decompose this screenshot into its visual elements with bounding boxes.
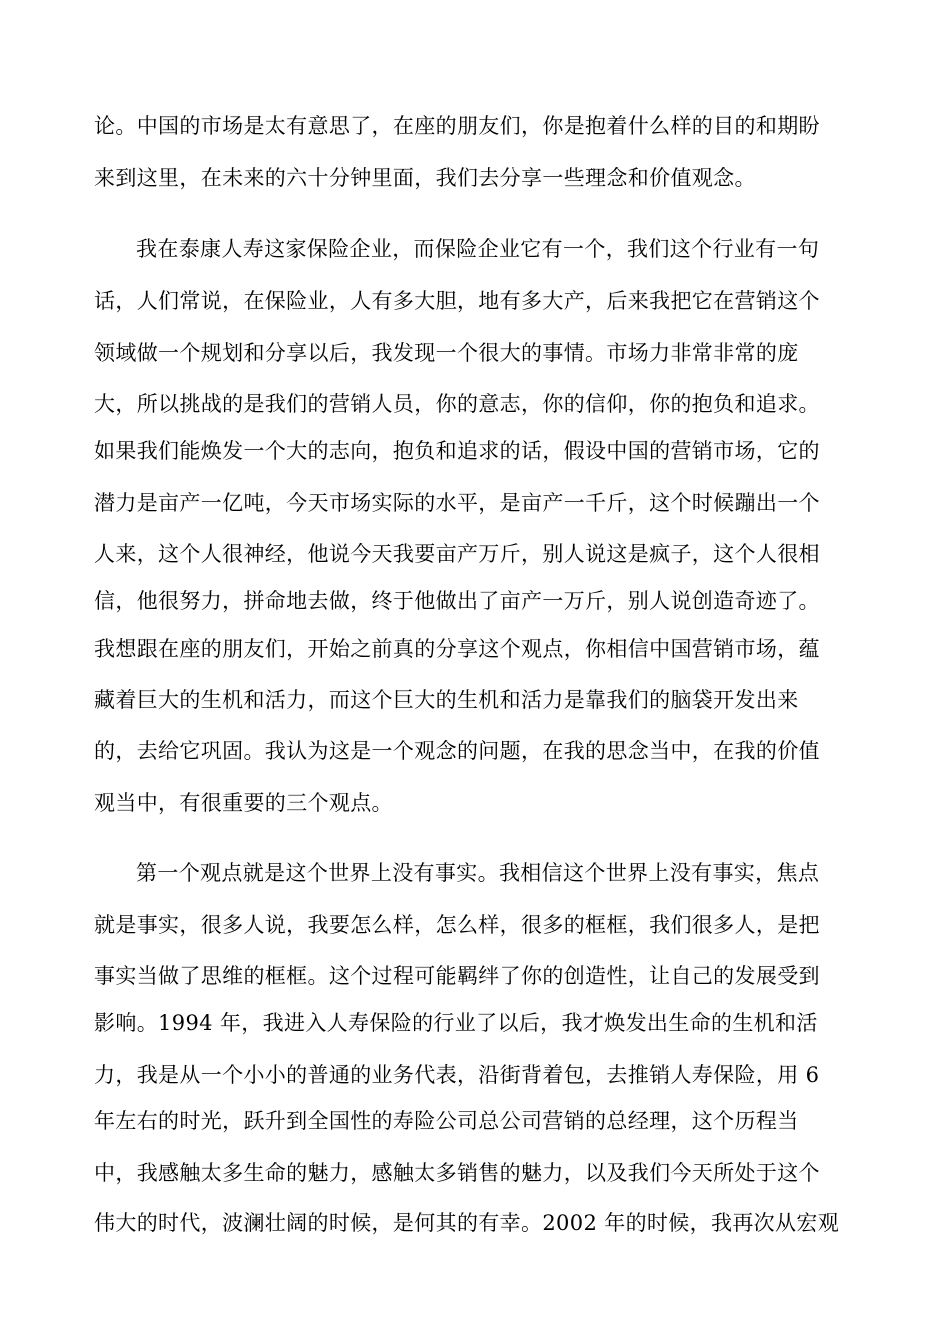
- paragraph-2-line-6: 潜力是亩产一亿吨，今天市场实际的水平，是亩产一千斤，这个时候蹦出一个: [94, 491, 820, 515]
- paragraph-2-line-7: 人来，这个人很神经，他说今天我要亩产万斤，别人说这是疯子，这个人很相: [94, 542, 820, 566]
- paragraph-1-line-1: 论。中国的市场是太有意思了，在座的朋友们，你是抱着什么样的目的和期盼: [94, 114, 820, 138]
- paragraph-3-line-6: 年左右的时光，跃升到全国性的寿险公司总公司营销的总经理，这个历程当: [94, 1109, 799, 1133]
- paragraph-2-line-5: 如果我们能焕发一个大的志向，抱负和追求的话，假设中国的营销市场，它的: [94, 439, 820, 463]
- paragraph-3-line-8: 伟大的时代，波澜壮阔的时候，是何其的有幸。2002 年的时候，我再次从宏观: [94, 1211, 840, 1235]
- paragraph-3-line-2: 就是事实，很多人说，我要怎么样，怎么样，很多的框框，我们很多人，是把: [94, 913, 820, 937]
- paragraph-3-line-1: 第一个观点就是这个世界上没有事实。我相信这个世界上没有事实，焦点: [136, 861, 820, 885]
- paragraph-2-line-9: 我想跟在座的朋友们，开始之前真的分享这个观点，你相信中国营销市场，蕴: [94, 637, 820, 661]
- paragraph-2-line-12: 观当中，有很重要的三个观点。: [94, 791, 393, 815]
- paragraph-2-line-10: 藏着巨大的生机和活力，而这个巨大的生机和活力是靠我们的脑袋开发出来: [94, 688, 799, 712]
- paragraph-2-line-3: 领域做一个规划和分享以后，我发现一个很大的事情。市场力非常非常的庞: [94, 341, 799, 365]
- paragraph-3-line-5: 力，我是从一个小小的普通的业务代表，沿街背着包，去推销人寿保险，用 6: [94, 1063, 820, 1087]
- paragraph-2-line-2: 话，人们常说，在保险业，人有多大胆，地有多大产，后来我把它在营销这个: [94, 289, 820, 313]
- paragraph-2-line-11: 的，去给它巩固。我认为这是一个观念的问题，在我的思念当中，在我的价值: [94, 739, 820, 763]
- paragraph-2-line-4: 大，所以挑战的是我们的营销人员，你的意志，你的信仰，你的抱负和追求。: [94, 392, 820, 416]
- paragraph-2-line-8: 信，他很努力，拼命地去做，终于他做出了亩产一万斤，别人说创造奇迹了。: [94, 589, 820, 613]
- paragraph-3-line-3: 事实当做了思维的框框。这个过程可能羁绊了你的创造性，让自己的发展受到: [94, 964, 820, 988]
- paragraph-3-line-4: 影响。1994 年，我进入人寿保险的行业了以后，我才焕发出生命的生机和活: [94, 1011, 818, 1035]
- paragraph-2-line-1: 我在泰康人寿这家保险企业，而保险企业它有一个，我们这个行业有一句: [136, 237, 820, 261]
- paragraph-1-line-2: 来到这里，在未来的六十分钟里面，我们去分享一些理念和价值观念。: [94, 166, 756, 190]
- paragraph-3-line-7: 中，我感触太多生命的魅力，感触太多销售的魅力，以及我们今天所处于这个: [94, 1161, 820, 1185]
